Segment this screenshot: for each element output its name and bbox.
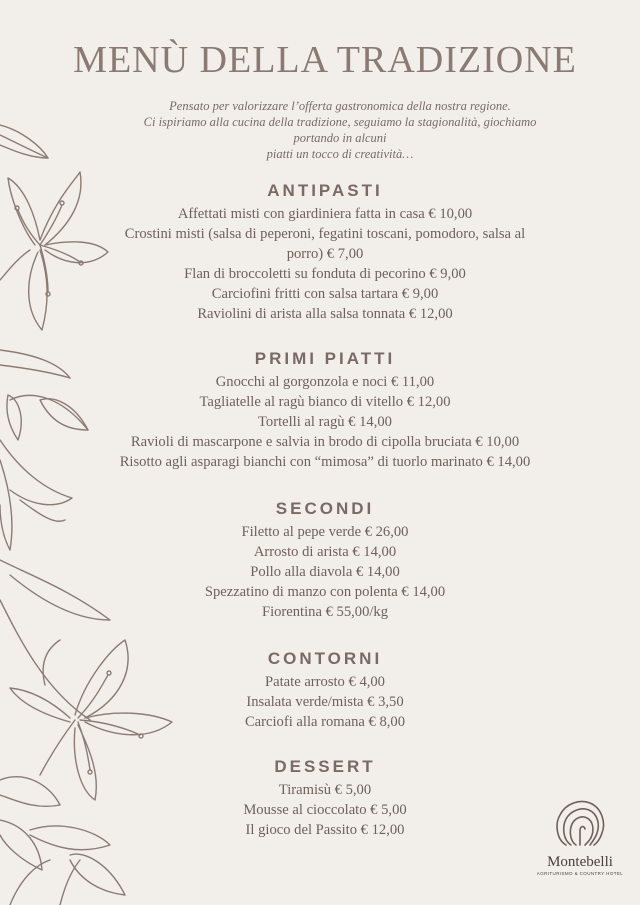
menu-item: Gnocchi al gorgonzola e noci € 11,00: [215, 374, 435, 390]
menu-item: Filetto al pepe verde € 26,00: [241, 524, 409, 540]
menu-item: porro) € 7,00: [286, 246, 364, 262]
menu-item: Mousse al cioccolato € 5,00: [243, 802, 407, 818]
section-heading: DESSERT: [274, 757, 376, 776]
section-heading: CONTORNI: [267, 649, 383, 668]
section-primi-piatti: [80, 348, 570, 472]
menu-list: [80, 372, 570, 472]
intro-line: Ci ispiriamo alla cucina della tradizione, seguiamo la stagionalità, giochiamo: [143, 115, 537, 129]
menu-item: Pollo alla diavola € 14,00: [250, 564, 400, 580]
menu-item: Tiramisù € 5,00: [278, 782, 372, 798]
menu-item: Ravioli di mascarpone e salvia in brodo di cipolla bruciata € 10,00: [130, 434, 520, 450]
menu-item: Fiorentina € 55,00/kg: [261, 604, 389, 620]
menu-item: Carciofini fritti con salsa tartara € 9,00: [211, 286, 439, 302]
menu-item: Insalata verde/mista € 3,50: [246, 694, 404, 710]
menu-item: Affettati misti con giardiniera fatta in casa € 10,00: [177, 206, 473, 222]
menu-item: Crostini misti (salsa di peperoni, fegatini toscani, pomodoro, salsa al: [124, 226, 526, 242]
menu-item: Patate arrosto € 4,00: [265, 674, 385, 690]
menu-item: Raviolini di arista alla salsa tonnata € 12,00: [197, 306, 453, 322]
page-title: MENÙ DELLA TRADIZIONE: [73, 39, 577, 81]
labyrinth-icon: [552, 795, 608, 851]
section-heading: SECONDI: [275, 499, 375, 518]
menu-item: Tortelli al ragù € 14,00: [258, 414, 392, 430]
section-heading: ANTIPASTI: [267, 181, 383, 200]
menu-item: Risotto agli asparagi bianchi con “mimosa” di tuorlo marinato € 14,00: [119, 454, 531, 470]
menu-item: Arrosto di arista € 14,00: [253, 544, 397, 560]
brand-subtitle: AGRITURISMO & COUNTRY HOTEL: [536, 871, 624, 876]
intro-text: [130, 98, 550, 162]
menu-item: Carciofi alla romana € 8,00: [244, 714, 406, 730]
section-secondi: [80, 498, 570, 622]
menu-list: [80, 522, 570, 622]
section-dessert: [80, 756, 570, 840]
section-contorni: [80, 648, 570, 732]
section-heading: PRIMI PIATTI: [254, 349, 396, 368]
intro-line: Pensato per valorizzare l’offerta gastronomica della nostra regione.: [169, 99, 511, 113]
intro-line: piatti un tocco di creatività…: [266, 147, 414, 161]
menu-item: Spezzatino di manzo con polenta € 14,00: [204, 584, 446, 600]
brand-name: Montebelli: [547, 854, 613, 870]
menu-item: Flan di broccoletti su fonduta di pecorino € 9,00: [184, 266, 466, 282]
menu-item: Tagliatelle al ragù bianco di vitello € 12,00: [199, 394, 451, 410]
section-antipasti: [80, 180, 570, 324]
menu-list: [80, 780, 570, 840]
brand-logo: [535, 795, 625, 876]
menu-list: [80, 672, 570, 732]
menu-item: Il gioco del Passito € 12,00: [245, 822, 405, 838]
intro-line: portando in alcuni: [293, 131, 387, 145]
menu-list: [80, 204, 570, 324]
